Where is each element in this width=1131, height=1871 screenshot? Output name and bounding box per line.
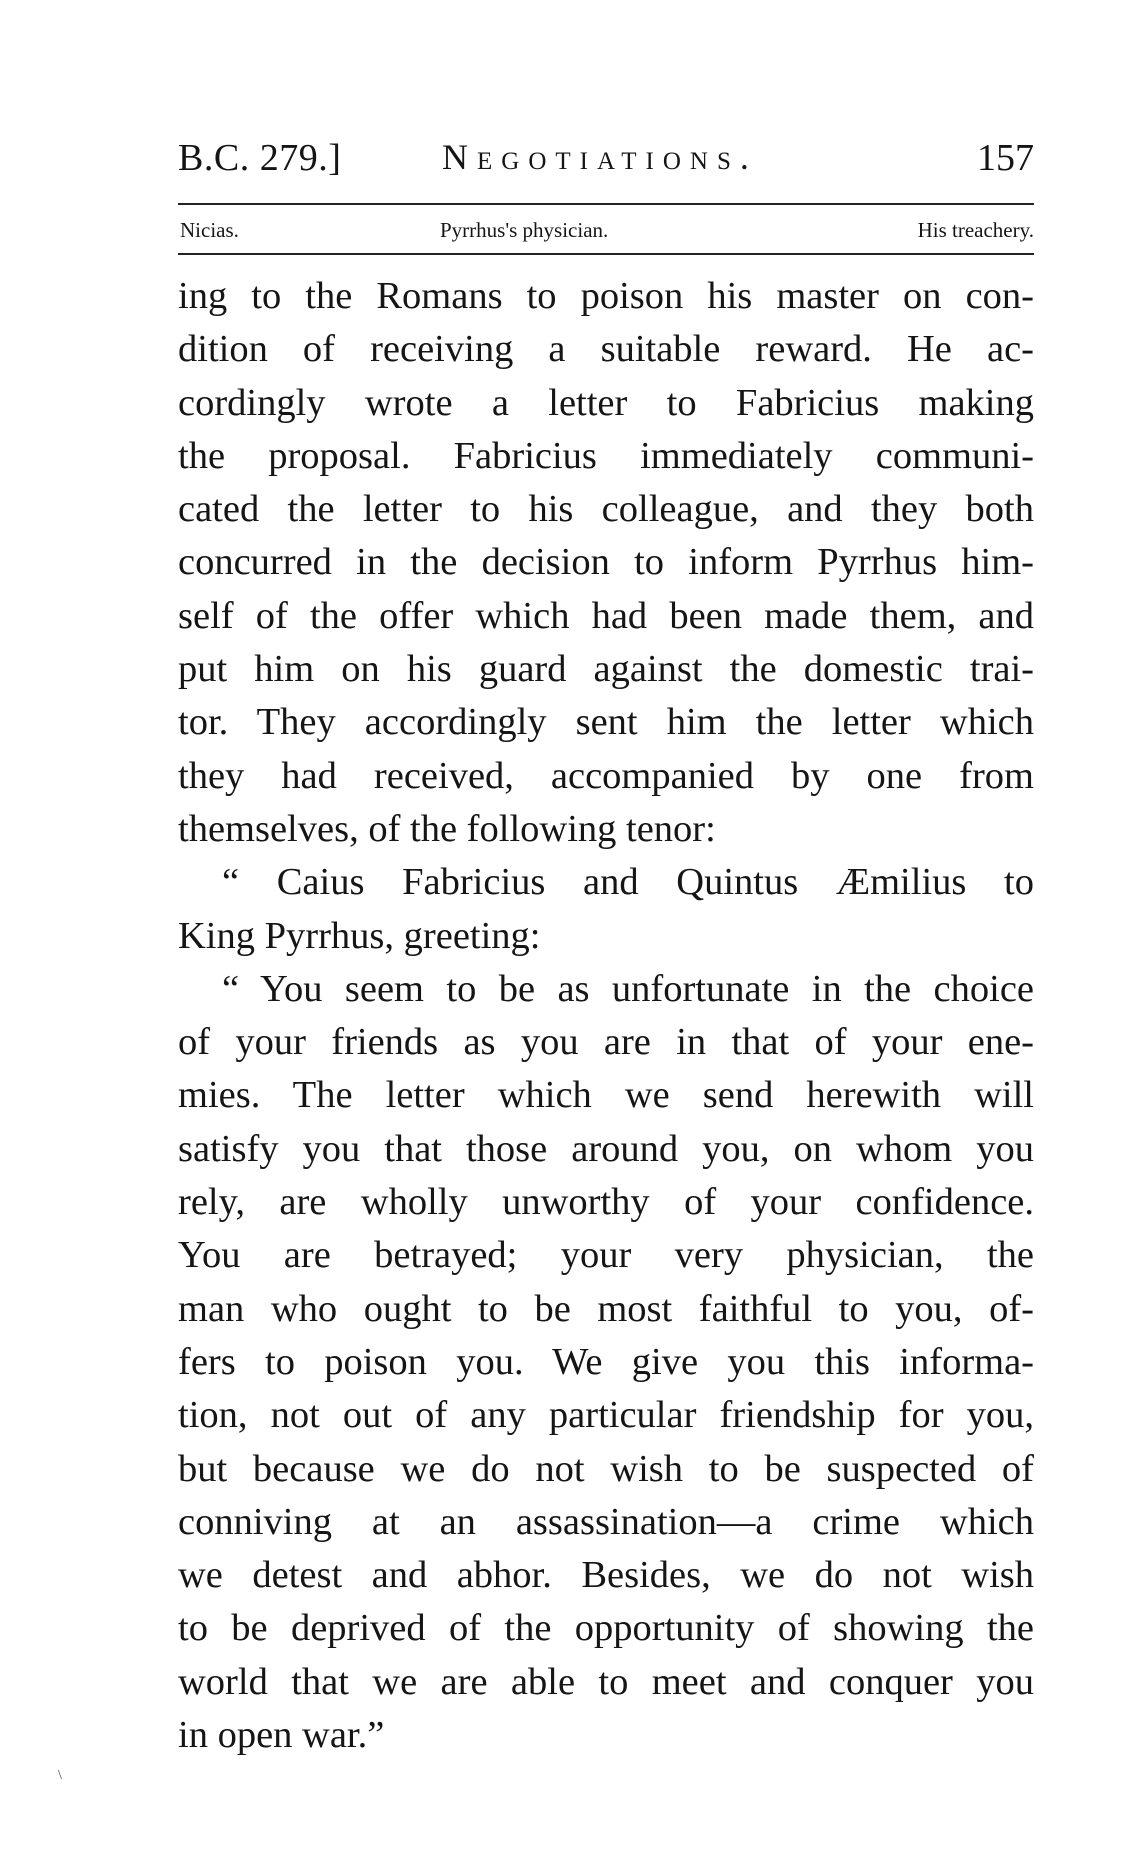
text-line: conniving at an assassination—a crime which [178,1500,1034,1543]
topic-headings [178,218,1034,248]
running-header [178,136,1034,192]
stray-ink-mark: \ [58,1768,62,1783]
text-line: “ Caius Fabricius and Quintus Æmilius to [222,861,1034,904]
text-line: concurred in the decision to inform Pyrrhus him- [178,541,1034,584]
text-line: man who ought to be most faithful to you, of- [178,1287,1034,1330]
text-line: but because we do not wish to be suspected of [178,1447,1034,1490]
text-line: dition of receiving a suitable reward. He ac- [178,328,1034,371]
header-chapter-title: Negotiations. [442,137,758,177]
topic-heading-center: Pyrrhus's physician. [440,218,609,242]
text-line: world that we are able to meet and conquer you [178,1660,1034,1703]
text-line: tion, not out of any particular friendship for you, [178,1394,1034,1437]
text-line: ing to the Romans to poison his master on con- [178,275,1034,317]
topic-heading-right: His treachery. [917,218,1034,242]
text-line: satisfy you that those around you, on whom you [178,1127,1034,1170]
text-line: cordingly wrote a letter to Fabricius making [178,381,1034,424]
text-line: mies. The letter which we send herewith will [178,1074,1034,1117]
topic-heading-left: Nicias. [180,218,239,242]
text-line: in open war.” [178,1714,385,1757]
header-date: B.C. 279.] [178,137,342,179]
text-line: tor. They accordingly sent him the letter which [178,701,1034,744]
text-line: of your friends as you are in that of your ene- [178,1021,1034,1064]
text-line: You are betrayed; your very physician, the [178,1234,1034,1277]
text-line: to be deprived of the opportunity of showing the [178,1607,1034,1650]
text-line: put him on his guard against the domestic trai- [178,648,1034,691]
text-line: they had received, accompanied by one from [178,754,1034,797]
text-line: rely, are wholly unworthy of your confidence. [178,1181,1034,1224]
header-rule-top [178,203,1034,205]
body-text [178,270,1034,1762]
header-rule-bottom [178,253,1034,255]
text-line: we detest and abhor. Besides, we do not wish [178,1554,1034,1597]
text-line: themselves, of the following tenor: [178,807,716,850]
text-line: “ You seem to be as unfortunate in the choice [222,967,1034,1010]
text-line: fers to poison you. We give you this informa- [178,1340,1034,1383]
page-number: 157 [977,137,1034,179]
text-line: self of the offer which had been made them, and [178,594,1034,637]
text-line: cated the letter to his colleague, and they both [178,488,1034,531]
text-line: the proposal. Fabricius immediately communi- [178,434,1034,477]
text-line: King Pyrrhus, greeting: [178,914,541,957]
